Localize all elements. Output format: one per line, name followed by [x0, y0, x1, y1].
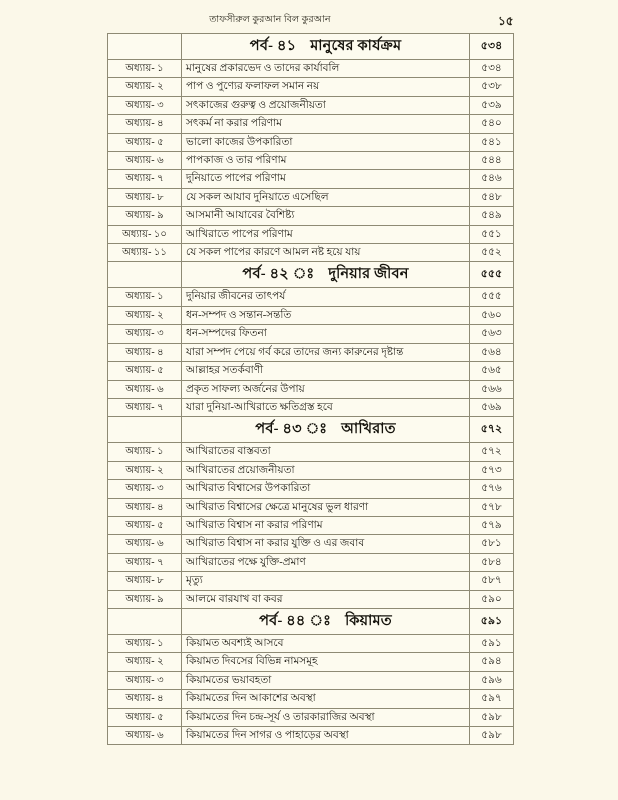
part-header-row [108, 608, 514, 634]
chapter-label: অধ্যায়- ১০ [108, 225, 182, 243]
running-header [0, 13, 618, 31]
chapter-title: কিয়ামত দিবসের বিভিন্ন নামসমূহ [182, 653, 470, 671]
chapter-title: মৃত্যু [182, 572, 470, 590]
chapter-page-number: ৫৩৮ [470, 78, 514, 96]
chapter-page-number: ৫৫১ [470, 225, 514, 243]
chapter-label: অধ্যায়- ৭ [108, 170, 182, 188]
chapter-label: অধ্যায়- ৫ [108, 708, 182, 726]
part-label: পর্ব- ৪৪ ঃ [259, 612, 332, 629]
table-row [108, 572, 514, 590]
chapter-title: ধন-সম্পদের ফিতনা [182, 325, 470, 343]
chapter-page-number: ৫৪৪ [470, 152, 514, 170]
chapter-page-number: ৫৬০ [470, 306, 514, 324]
chapter-page-number: ৫৭৬ [470, 480, 514, 498]
chapter-label: অধ্যায়- ১ [108, 634, 182, 652]
chapter-page-number: ৫৬৪ [470, 343, 514, 361]
chapter-page-number: ৫৬৫ [470, 362, 514, 380]
table-row [108, 207, 514, 225]
chapter-title: আখিরাত বিশ্বাসের উপকারিতা [182, 480, 470, 498]
chapter-title: আখিরাতের পক্ষে যুক্তি-প্রমাণ [182, 553, 470, 571]
table-row [108, 398, 514, 416]
table-row [108, 306, 514, 324]
part-header-title [182, 417, 470, 443]
table-row [108, 325, 514, 343]
chapter-title: আখিরাতে পাপের পরিণাম [182, 225, 470, 243]
chapter-label: অধ্যায়- ১ [108, 288, 182, 306]
chapter-label: অধ্যায়- ৬ [108, 535, 182, 553]
table-row [108, 727, 514, 745]
part-header-row [108, 417, 514, 443]
part-name: কিয়ামত [345, 612, 392, 629]
chapter-page-number: ৫৯৭ [470, 690, 514, 708]
table-row [108, 498, 514, 516]
chapter-label: অধ্যায়- ৮ [108, 572, 182, 590]
chapter-page-number: ৫৩৪ [470, 60, 514, 78]
chapter-title: দুনিয়ার জীবনের তাৎপর্য [182, 288, 470, 306]
chapter-label: অধ্যায়- ৫ [108, 516, 182, 534]
table-row [108, 461, 514, 479]
table-row [108, 78, 514, 96]
table-row [108, 671, 514, 689]
chapter-title: কিয়ামত অবশ্যই আসবে [182, 634, 470, 652]
table-row [108, 380, 514, 398]
part-label: পর্ব- ৪১ [249, 38, 297, 54]
table-row [108, 115, 514, 133]
chapter-title: আখিরাত বিশ্বাস না করার পরিণাম [182, 516, 470, 534]
chapter-page-number: ৫৬৬ [470, 380, 514, 398]
chapter-label: অধ্যায়- ১১ [108, 244, 182, 262]
chapter-title: সৎকাজের গুরুত্ব ও প্রয়োজনীয়তা [182, 96, 470, 114]
chapter-label: অধ্যায়- ২ [108, 653, 182, 671]
chapter-title: পাপ ও পুণ্যের ফলাফল সমান নয় [182, 78, 470, 96]
chapter-title: কিয়ামতের দিন সাগর ও পাহাড়ের অবস্থা [182, 727, 470, 745]
chapter-page-number: ৫৪০ [470, 115, 514, 133]
page-number: ১৫ [498, 14, 514, 28]
part-header-spacer [108, 34, 182, 60]
table-row [108, 634, 514, 652]
part-label: পর্ব- ৪২ ঃ [242, 266, 315, 283]
chapter-page-number: ৫৭৮ [470, 498, 514, 516]
part-header-title [182, 262, 470, 288]
chapter-page-number: ৫৮৭ [470, 572, 514, 590]
chapter-title: যে সকল আযাব দুনিয়াতে এসেছিল [182, 188, 470, 206]
chapter-title: মানুষের প্রকারভেদ ও তাদের কার্যাবলি [182, 60, 470, 78]
table-row [108, 590, 514, 608]
chapter-title: যারা সম্পদ পেয়ে গর্ব করে তাদের জন্য কারুনের দৃষ্টান্ত [182, 343, 470, 361]
chapter-page-number: ৫৩৯ [470, 96, 514, 114]
chapter-page-number: ৫৪৮ [470, 188, 514, 206]
chapter-page-number: ৫৮১ [470, 535, 514, 553]
chapter-label: অধ্যায়- ২ [108, 306, 182, 324]
chapter-label: অধ্যায়- ৩ [108, 325, 182, 343]
chapter-page-number: ৫৬৯ [470, 398, 514, 416]
table-row [108, 480, 514, 498]
chapter-label: অধ্যায়- ৯ [108, 590, 182, 608]
chapter-label: অধ্যায়- ৬ [108, 152, 182, 170]
chapter-page-number: ৫৯৮ [470, 708, 514, 726]
part-header-page: ৫৯১ [470, 608, 514, 634]
chapter-page-number: ৫৯১ [470, 634, 514, 652]
table-row [108, 553, 514, 571]
chapter-page-number: ৫৯৮ [470, 727, 514, 745]
chapter-label: অধ্যায়- ১ [108, 443, 182, 461]
chapter-label: অধ্যায়- ৫ [108, 133, 182, 151]
chapter-page-number: ৫৯৬ [470, 671, 514, 689]
table-row [108, 690, 514, 708]
chapter-label: অধ্যায়- ৬ [108, 380, 182, 398]
table-row [108, 170, 514, 188]
chapter-label: অধ্যায়- ২ [108, 461, 182, 479]
table-row [108, 225, 514, 243]
chapter-title: প্রকৃত সাফল্য অর্জনের উপায় [182, 380, 470, 398]
chapter-page-number: ৫৯০ [470, 590, 514, 608]
table-row [108, 152, 514, 170]
chapter-title: কিয়ামতের ভয়াবহতা [182, 671, 470, 689]
part-name: আখিরাত [341, 421, 396, 438]
chapter-label: অধ্যায়- ২ [108, 78, 182, 96]
chapter-page-number: ৫৪৯ [470, 207, 514, 225]
chapter-title: আলমে বারযাখ বা কবর [182, 590, 470, 608]
chapter-page-number: ৫৪১ [470, 133, 514, 151]
chapter-label: অধ্যায়- ৩ [108, 671, 182, 689]
chapter-page-number: ৫৭৩ [470, 461, 514, 479]
chapter-label: অধ্যায়- ৫ [108, 362, 182, 380]
part-header-page: ৫৭২ [470, 417, 514, 443]
chapter-title: সৎকর্ম না করার পরিণাম [182, 115, 470, 133]
chapter-page-number: ৫৫২ [470, 244, 514, 262]
chapter-page-number: ৫৫৫ [470, 288, 514, 306]
chapter-title: ধন-সম্পদ ও সন্তান-সন্ততি [182, 306, 470, 324]
table-row [108, 96, 514, 114]
part-header-page: ৫৫৫ [470, 262, 514, 288]
chapter-label: অধ্যায়- ৭ [108, 553, 182, 571]
chapter-label: অধ্যায়- ৪ [108, 343, 182, 361]
chapter-title: আসমানী আযাবের বৈশিষ্ট্য [182, 207, 470, 225]
chapter-label: অধ্যায়- ৮ [108, 188, 182, 206]
chapter-page-number: ৫৭৯ [470, 516, 514, 534]
chapter-page-number: ৫৪৬ [470, 170, 514, 188]
chapter-label: অধ্যায়- ৭ [108, 398, 182, 416]
chapter-title: আখিরাত বিশ্বাসের ক্ষেত্রে মানুষের ভুল ধারণা [182, 498, 470, 516]
chapter-title: কিয়ামতের দিন আকাশের অবস্থা [182, 690, 470, 708]
chapter-title: যে সকল পাপের কারণে আমল নষ্ট হয়ে যায় [182, 244, 470, 262]
chapter-title: দুনিয়াতে পাপের পরিণাম [182, 170, 470, 188]
part-name: মানুষের কার্যক্রম [310, 38, 402, 54]
chapter-title: আল্লাহর সতর্কবাণী [182, 362, 470, 380]
part-header-row [108, 34, 514, 60]
chapter-page-number: ৫৯৪ [470, 653, 514, 671]
chapter-label: অধ্যায়- ৪ [108, 115, 182, 133]
chapter-title: আখিরাতের প্রয়োজনীয়তা [182, 461, 470, 479]
chapter-label: অধ্যায়- ৯ [108, 207, 182, 225]
table-row [108, 343, 514, 361]
chapter-title: ভালো কাজের উপকারিতা [182, 133, 470, 151]
chapter-title: কিয়ামতের দিন চন্দ্র-সূর্য ও তারকারাজির অবস্থা [182, 708, 470, 726]
chapter-label: অধ্যায়- ৪ [108, 498, 182, 516]
chapter-label: অধ্যায়- ৩ [108, 96, 182, 114]
part-header-title [182, 34, 470, 60]
table-row [108, 244, 514, 262]
book-title: তাফসীরুল কুরআন বিল কুরআন [209, 15, 331, 25]
part-name: দুনিয়ার জীবন [328, 266, 409, 283]
chapter-label: অধ্যায়- ১ [108, 60, 182, 78]
chapter-page-number: ৫৬৩ [470, 325, 514, 343]
part-label: পর্ব- ৪৩ ঃ [255, 421, 328, 438]
table-row [108, 516, 514, 534]
chapter-title: যারা দুনিয়া-আখিরাতে ক্ষতিগ্রস্ত হবে [182, 398, 470, 416]
part-header-title [182, 608, 470, 634]
part-header-row [108, 262, 514, 288]
chapter-label: অধ্যায়- ৪ [108, 690, 182, 708]
table-row [108, 288, 514, 306]
table-of-contents [107, 33, 513, 745]
chapter-page-number: ৫৮৪ [470, 553, 514, 571]
table-row [108, 653, 514, 671]
table-row [108, 443, 514, 461]
table-row [108, 362, 514, 380]
toc-table [107, 33, 514, 745]
chapter-label: অধ্যায়- ৩ [108, 480, 182, 498]
part-header-spacer [108, 262, 182, 288]
table-row [108, 188, 514, 206]
chapter-title: আখিরাতের বাস্তবতা [182, 443, 470, 461]
chapter-title: আখিরাত বিশ্বাস না করার যুক্তি ও এর জবাব [182, 535, 470, 553]
part-header-page: ৫৩৪ [470, 34, 514, 60]
chapter-title: পাপকাজ ও তার পরিণাম [182, 152, 470, 170]
part-header-spacer [108, 417, 182, 443]
chapter-page-number: ৫৭২ [470, 443, 514, 461]
table-row [108, 535, 514, 553]
table-row [108, 708, 514, 726]
table-row [108, 60, 514, 78]
chapter-label: অধ্যায়- ৬ [108, 727, 182, 745]
part-header-spacer [108, 608, 182, 634]
table-row [108, 133, 514, 151]
